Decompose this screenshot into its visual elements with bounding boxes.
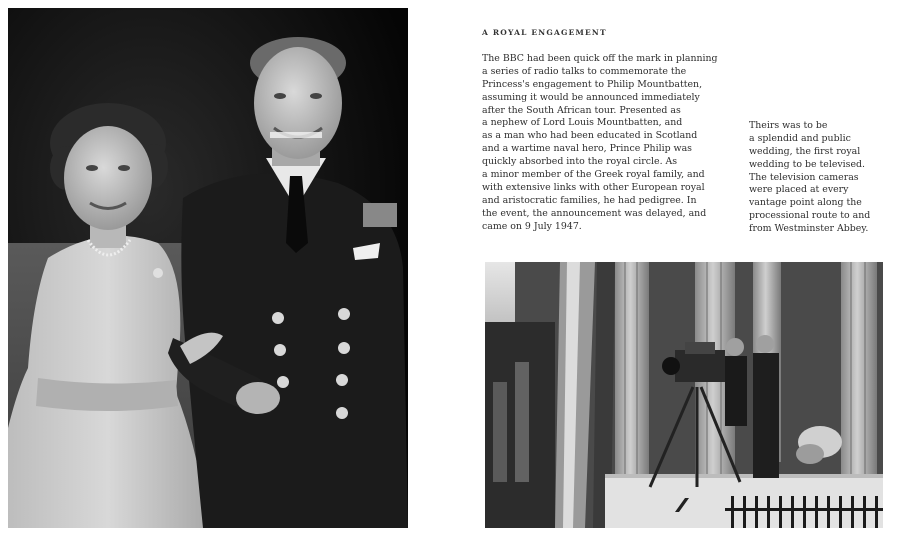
body-line: and aristocratic families, he had pedigree. In <box>482 194 697 206</box>
body-line: a series of radio talks to commemorate the <box>482 65 687 77</box>
body-line: a splendid and public <box>749 132 851 144</box>
section-heading: A ROYAL ENGAGEMENT <box>482 28 607 37</box>
body-line: a minor member of the Greek royal family, and <box>482 169 705 181</box>
engagement-photo-illustration <box>8 8 408 528</box>
body-line: Princess's engagement to Philip Mountbatten, <box>482 78 703 90</box>
article-body-right <box>749 120 870 236</box>
body-line: Theirs was to be <box>749 120 828 131</box>
body-line: assuming it would be announced immediately <box>482 91 700 103</box>
body-line: from Westminster Abbey. <box>749 223 869 235</box>
body-line: with extensive links with other European royal <box>482 181 705 193</box>
body-line: and a wartime naval hero, Prince Philip was <box>482 143 692 155</box>
article-body-left <box>482 53 718 233</box>
body-line: as a man who had been educated in Scotland <box>482 130 698 142</box>
television-camera-photo <box>485 262 883 528</box>
television-camera-illustration <box>485 262 883 528</box>
body-line: a nephew of Lord Louis Mountbatten, and <box>482 117 683 129</box>
body-line: vantage point along the <box>749 197 862 209</box>
body-line: quickly absorbed into the royal circle. As <box>482 156 678 168</box>
body-line: processional route to and <box>749 210 871 222</box>
body-line: The BBC had been quick off the mark in planning <box>482 53 718 64</box>
body-line: The television cameras <box>749 171 859 183</box>
body-line: wedding to be televised. <box>749 158 866 170</box>
body-line: came on 9 July 1947. <box>482 220 582 232</box>
body-line: after the South African tour. Presented as <box>482 104 681 116</box>
body-line: were placed at every <box>749 184 849 196</box>
engagement-photo <box>8 8 408 528</box>
body-line: the event, the announcement was delayed, and <box>482 207 707 219</box>
body-line: wedding, the first royal <box>749 145 861 157</box>
